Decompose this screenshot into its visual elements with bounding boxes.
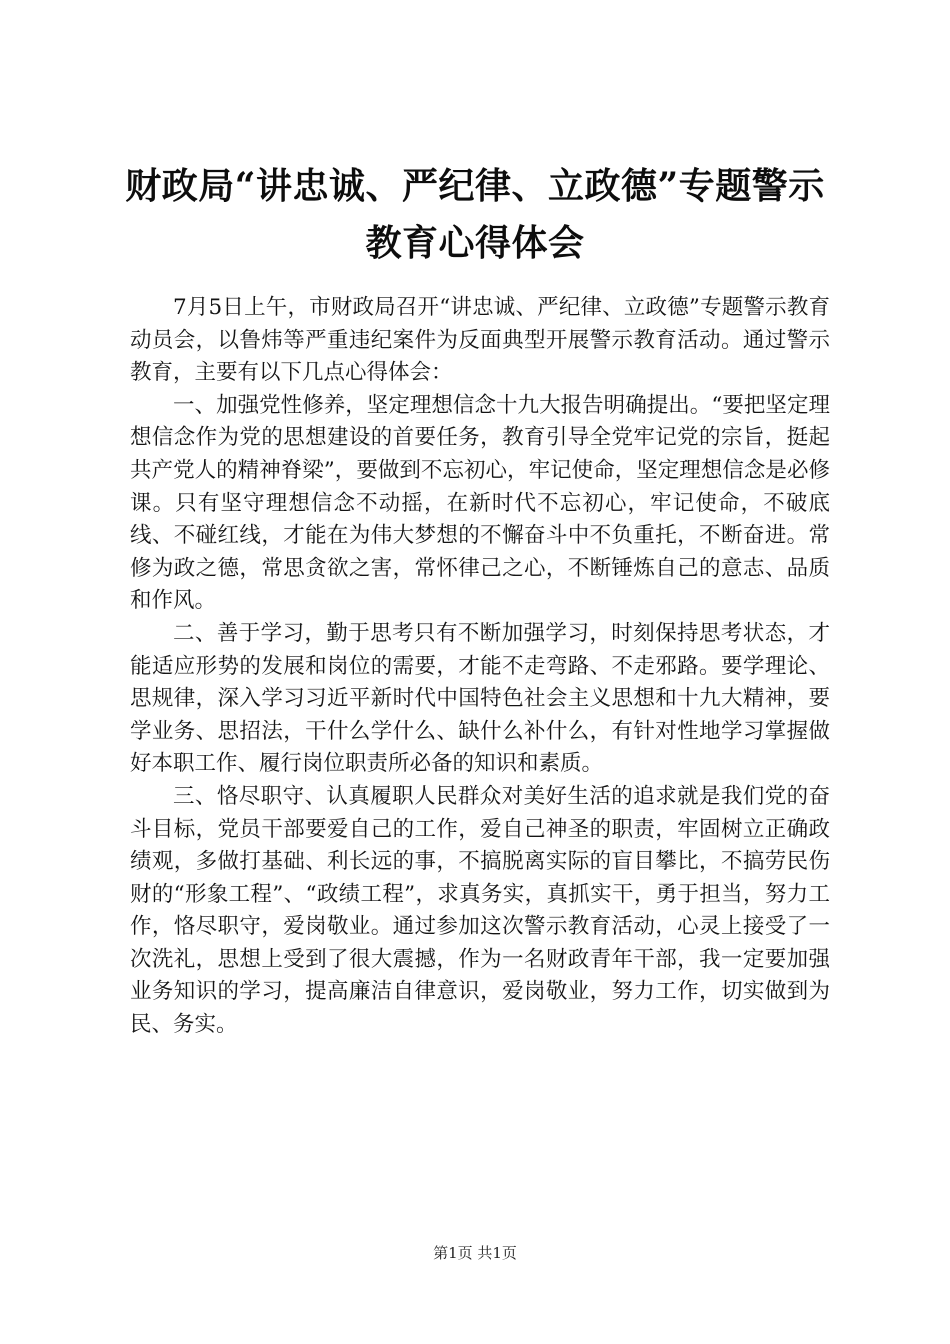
- title-line-2: 教育心得体会: [365, 222, 585, 264]
- paragraph-point-3: 三、恪尽职守、认真履职人民群众对美好生活的追求就是我们党的奋斗目标，党员干部要爱自己的工作，爱自己神圣的职责，牢固树立正确政绩观，多做打基础、利长远的事，不搞脱离实际的盲目攀比，不搞劳民伤财的“形象工程”、“政绩工程”，求真务实，真抓实干，勇于担当，努力工作，恪尽职守，爱岗敬业。通过参加这次警示教育活动，心灵上接受了一次洗礼，思想上受到了很大震撼，作为一名财政青年干部，我一定要加强业务知识的学习，提高廉洁自律意识，爱岗敬业，努力工作，切实做到为民、务实。: [130, 783, 830, 1038]
- title-line-1: 财政局“讲忠诚、严纪律、立政德”专题警示: [125, 165, 825, 207]
- document-title: [100, 158, 850, 272]
- page-number-footer: 第1页 共1页: [433, 1244, 517, 1262]
- paragraph-point-2: 二、善于学习，勤于思考只有不断加强学习，时刻保持思考状态，才能适应形势的发展和岗位的需要，才能不走弯路、不走邪路。要学理论、思规律，深入学习习近平新时代中国特色社会主义思想和十九大精神，要学业务、思招法，干什么学什么、缺什么补什么，有针对性地学习掌握做好本职工作、履行岗位职责所必备的知识和素质。: [130, 620, 830, 777]
- paragraph-intro: 7月5日上午，市财政局召开“讲忠诚、严纪律、立政德”专题警示教育动员会，以鲁炜等严重违纪案件为反面典型开展警示教育活动。通过警示教育，主要有以下几点心得体会：: [130, 295, 831, 386]
- document-body: [130, 292, 830, 1042]
- paragraph-point-1: 一、加强党性修养，坚定理想信念十九大报告明确提出。“要把坚定理想信念作为党的思想建设的首要任务，教育引导全党牢记党的宗旨，挺起共产党人的精神脊梁”，要做到不忘初心，牢记使命，坚定理想信念是必修课。只有坚守理想信念不动摇，在新时代不忘初心，牢记使命，不破底线、不碰红线，才能在为伟大梦想的不懈奋斗中不负重托，不断奋进。常修为政之德，常思贪欲之害，常怀律己之心，不断锤炼自己的意志、品质和作风。: [130, 392, 830, 614]
